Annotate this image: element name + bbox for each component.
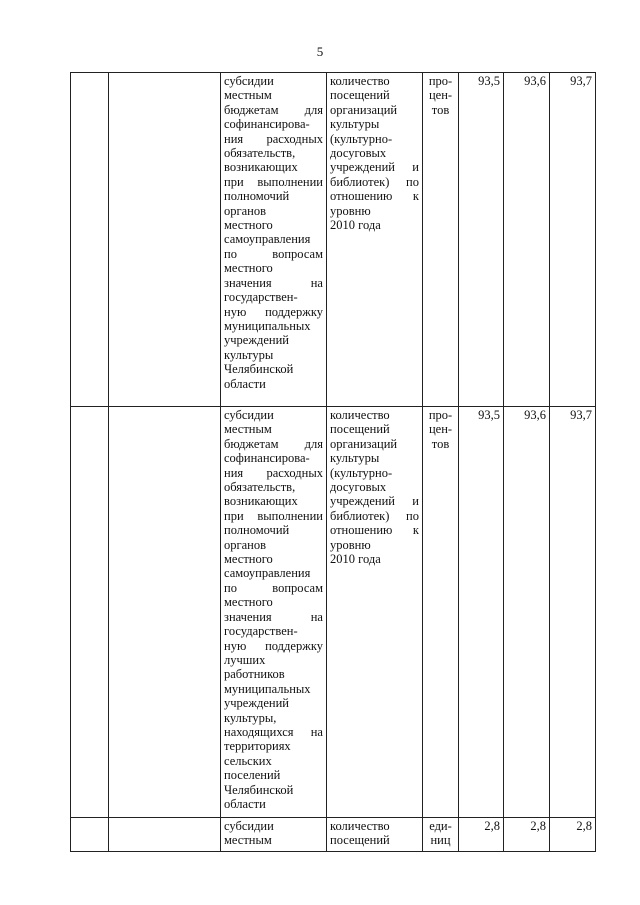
description-line: работников xyxy=(224,667,285,682)
description-line: территориях xyxy=(224,739,291,754)
description-line: обязательств, xyxy=(224,146,296,161)
indicator-line: библиотек) по xyxy=(330,508,419,523)
description-line: учреждений xyxy=(224,333,289,348)
description-line: местного xyxy=(224,261,273,276)
description-line: местным xyxy=(224,88,272,103)
description-line: Челябинской xyxy=(224,362,294,377)
description-line: местного xyxy=(224,595,273,610)
description-line: субсидии xyxy=(224,408,274,422)
subsidy-description-cell xyxy=(221,73,327,407)
page-number: 5 xyxy=(316,44,324,59)
description-line: самоуправления xyxy=(224,232,311,247)
indicator-line: 2010 года xyxy=(330,218,381,233)
indicator-line: уровню xyxy=(330,203,371,218)
indicators-table xyxy=(70,72,596,852)
empty-cell xyxy=(71,73,109,407)
description-line: местного xyxy=(224,552,273,567)
value-cell: 2,8 xyxy=(504,818,550,852)
description-line: лучших xyxy=(224,652,266,667)
unit-line: цен- xyxy=(428,422,453,437)
description-line: значения на xyxy=(224,609,323,624)
indicator-line: количество xyxy=(330,74,390,88)
indicator-cell xyxy=(327,73,423,407)
description-line: муниципальных xyxy=(224,318,311,333)
indicator-line: отношению к xyxy=(330,189,419,204)
empty-cell xyxy=(71,818,109,852)
unit-line: тов xyxy=(431,102,450,117)
description-line: Челябинской xyxy=(224,782,294,797)
description-line: по вопросам xyxy=(224,246,323,261)
value-cell: 93,6 xyxy=(504,73,550,407)
description-line: учреждений xyxy=(224,696,289,711)
indicator-line: 2010 года xyxy=(330,552,381,567)
value-cell: 93,5 xyxy=(459,73,504,407)
indicator-cell xyxy=(327,407,423,818)
indicator-line: уровню xyxy=(330,537,371,552)
indicator-line: учреждений и xyxy=(330,160,419,175)
indicator-line: учреждений и xyxy=(330,494,419,509)
indicator-line: культуры xyxy=(330,451,380,466)
indicator-line: количество xyxy=(330,408,390,422)
subsidy-description-cell xyxy=(221,818,327,852)
description-line: ную поддержку xyxy=(224,304,323,319)
value-cell: 93,6 xyxy=(504,407,550,818)
indicator-line: посещений xyxy=(330,422,390,437)
indicator-line: досуговых xyxy=(330,146,387,161)
unit-line: про- xyxy=(428,74,453,88)
description-line: государствен- xyxy=(224,290,298,305)
indicator-line: посещений xyxy=(330,833,390,848)
unit-cell xyxy=(423,818,459,852)
value-cell: 93,7 xyxy=(550,407,596,818)
unit-line: цен- xyxy=(428,88,453,103)
description-line: культуры xyxy=(224,347,274,362)
indicator-cell xyxy=(327,818,423,852)
table-row xyxy=(71,818,596,852)
description-line: бюджетам для xyxy=(224,436,323,451)
indicator-line: библиотек) по xyxy=(330,174,419,189)
description-line: ния расходных xyxy=(224,465,323,480)
indicator-line: организаций xyxy=(330,102,398,117)
indicator-line: посещений xyxy=(330,88,390,103)
description-line: местным xyxy=(224,422,272,437)
empty-cell xyxy=(109,407,221,818)
description-line: местного xyxy=(224,218,273,233)
value-cell: 2,8 xyxy=(550,818,596,852)
description-line: софинансирова- xyxy=(224,451,310,466)
empty-cell xyxy=(109,73,221,407)
description-line: софинансирова- xyxy=(224,117,310,132)
description-line: полномочий xyxy=(224,189,290,204)
description-line: значения на xyxy=(224,275,323,290)
description-line: бюджетам для xyxy=(224,102,323,117)
description-line: находящихся на xyxy=(224,724,323,739)
description-line: субсидии xyxy=(224,819,274,833)
description-line: возникающих xyxy=(224,494,298,509)
description-line: органов xyxy=(224,537,267,552)
description-line: сельских xyxy=(224,753,272,768)
subsidy-description-cell xyxy=(221,407,327,818)
value-cell: 93,7 xyxy=(550,73,596,407)
value-cell: 93,5 xyxy=(459,407,504,818)
indicator-line: (культурно- xyxy=(330,465,393,480)
unit-cell xyxy=(423,407,459,818)
unit-line: ниц xyxy=(430,833,451,848)
indicator-line: досуговых xyxy=(330,480,387,495)
description-line: органов xyxy=(224,203,267,218)
description-line: ную поддержку xyxy=(224,638,323,653)
indicator-line: количество xyxy=(330,819,390,833)
description-line: культуры, xyxy=(224,710,277,725)
indicator-line: отношению к xyxy=(330,523,419,538)
description-line: возникающих xyxy=(224,160,298,175)
description-line: субсидии xyxy=(224,74,274,88)
description-line: полномочий xyxy=(224,523,290,538)
description-line: обязательств, xyxy=(224,480,296,495)
value-cell: 2,8 xyxy=(459,818,504,852)
unit-cell xyxy=(423,73,459,407)
description-line: поселений xyxy=(224,768,281,783)
unit-line: еди- xyxy=(429,819,452,833)
unit-line: тов xyxy=(431,436,450,451)
description-line: при выполнении xyxy=(224,508,323,523)
indicator-line: организаций xyxy=(330,436,398,451)
description-line: самоуправления xyxy=(224,566,311,581)
unit-line: про- xyxy=(428,408,453,422)
description-line: области xyxy=(224,376,266,391)
description-line: области xyxy=(224,796,266,811)
indicator-line: культуры xyxy=(330,117,380,132)
description-line: государствен- xyxy=(224,624,298,639)
indicator-line: (культурно- xyxy=(330,131,393,146)
description-line: при выполнении xyxy=(224,174,323,189)
empty-cell xyxy=(109,818,221,852)
table-row xyxy=(71,407,596,818)
description-line: по вопросам xyxy=(224,580,323,595)
table-row xyxy=(71,73,596,407)
description-line: местным xyxy=(224,833,272,848)
description-line: муниципальных xyxy=(224,681,311,696)
description-line: ния расходных xyxy=(224,131,323,146)
empty-cell xyxy=(71,407,109,818)
